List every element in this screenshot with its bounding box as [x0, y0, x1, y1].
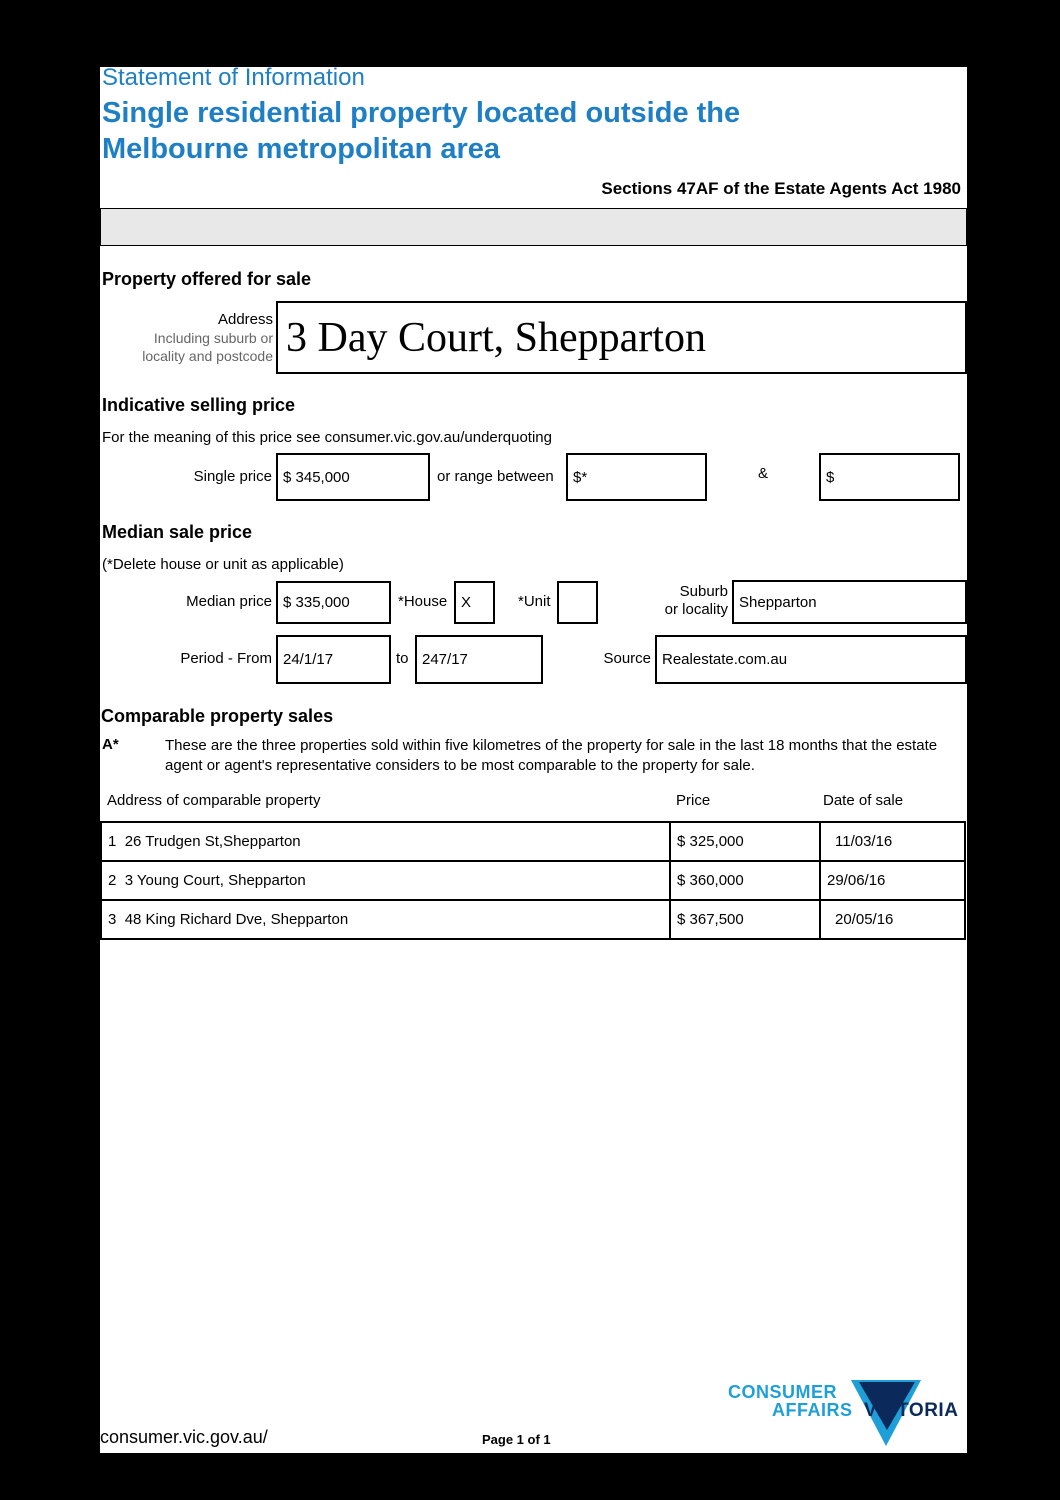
house-checkbox[interactable]: X [454, 581, 495, 624]
date-cell[interactable]: 20/05/16 [820, 900, 965, 939]
table-row [101, 861, 965, 900]
source-label: Source [603, 650, 651, 667]
row-address: 48 King Richard Dve, Shepparton [124, 911, 349, 928]
median-note: (*Delete house or unit as applicable) [102, 556, 344, 573]
consumer-affairs-victoria-logo [728, 1380, 967, 1446]
row-address: 26 Trudgen St,Shepparton [124, 833, 301, 850]
single-price-field[interactable]: $ 345,000 [276, 453, 430, 501]
median-heading: Median sale price [102, 522, 253, 542]
price-cell[interactable]: $ 325,000 [670, 822, 820, 861]
col-header-date: Date of sale [823, 792, 904, 809]
unit-label: *Unit [518, 593, 551, 610]
page-number: Page 1 of 1 [482, 1432, 551, 1447]
house-label: *House [398, 593, 448, 610]
unit-checkbox[interactable] [557, 581, 598, 624]
period-to-label: to [396, 650, 409, 667]
form-title: Single residential property located outside the Melbourne metropolitan area [102, 97, 741, 165]
suburb-label-2: or locality [664, 601, 728, 618]
form-subtitle: Statement of Information [102, 64, 365, 91]
comparable-sales-table [100, 821, 966, 940]
row-number: 3 [108, 911, 117, 928]
source-field[interactable]: Realestate.com.au [655, 635, 967, 684]
grey-divider-bar [100, 208, 967, 246]
address-field[interactable]: 3 Day Court, Shepparton [276, 301, 967, 374]
date-cell[interactable]: 11/03/16 [820, 822, 965, 861]
indicative-heading: Indicative selling price [102, 395, 296, 415]
price-cell[interactable]: $ 360,000 [670, 861, 820, 900]
period-from-field[interactable]: 24/1/17 [276, 635, 391, 684]
address-cell[interactable] [101, 822, 670, 861]
col-header-address: Address of comparable property [107, 792, 321, 809]
address-cell[interactable] [101, 861, 670, 900]
address-cell[interactable] [101, 900, 670, 939]
single-price-label: Single price [193, 468, 272, 485]
range-to-field[interactable]: $ [819, 453, 960, 501]
suburb-label-1: Suburb [679, 583, 728, 600]
comparable-heading: Comparable property sales [101, 706, 334, 726]
table-row [101, 822, 965, 861]
price-cell[interactable]: $ 367,500 [670, 900, 820, 939]
address-sublabel-2: locality and postcode [142, 348, 273, 364]
address-sublabel-1: Including suburb or [153, 330, 273, 346]
row-number: 1 [108, 833, 117, 850]
logo-text-victoria: VICTORIA [864, 1400, 959, 1421]
address-label: Address [217, 311, 273, 328]
range-from-field[interactable]: $* [566, 453, 707, 501]
period-to-field[interactable]: 247/17 [415, 635, 543, 684]
logo-text-consumer: CONSUMER [728, 1382, 838, 1402]
row-address: 3 Young Court, Shepparton [124, 872, 306, 889]
footer-url[interactable]: consumer.vic.gov.au/ [100, 1427, 268, 1447]
range-label: or range between [437, 468, 554, 485]
median-price-label: Median price [186, 593, 272, 610]
indicative-note: For the meaning of this price see consumer.vic.gov.au/underquoting [102, 429, 552, 446]
logo-text-affairs: AFFAIRS [772, 1400, 853, 1420]
property-heading: Property offered for sale [102, 269, 312, 289]
comparable-marker: A* [102, 736, 119, 753]
comparable-description: These are the three properties sold within five kilometres of the property for sale in the last 18 months that the estate agent or agent's representative considers to be most comparable to the property for sale. [165, 737, 938, 774]
table-row [101, 900, 965, 939]
legislation-reference: Sections 47AF of the Estate Agents Act 1980 [601, 179, 961, 198]
date-cell[interactable]: 29/06/16 [820, 861, 965, 900]
period-from-label: Period - From [180, 650, 272, 667]
col-header-price: Price [676, 792, 711, 809]
median-price-field[interactable]: $ 335,000 [276, 581, 391, 624]
suburb-field[interactable]: Shepparton [732, 580, 967, 624]
row-number: 2 [108, 872, 117, 889]
document-page [100, 64, 967, 1453]
range-ampersand: & [758, 465, 769, 482]
